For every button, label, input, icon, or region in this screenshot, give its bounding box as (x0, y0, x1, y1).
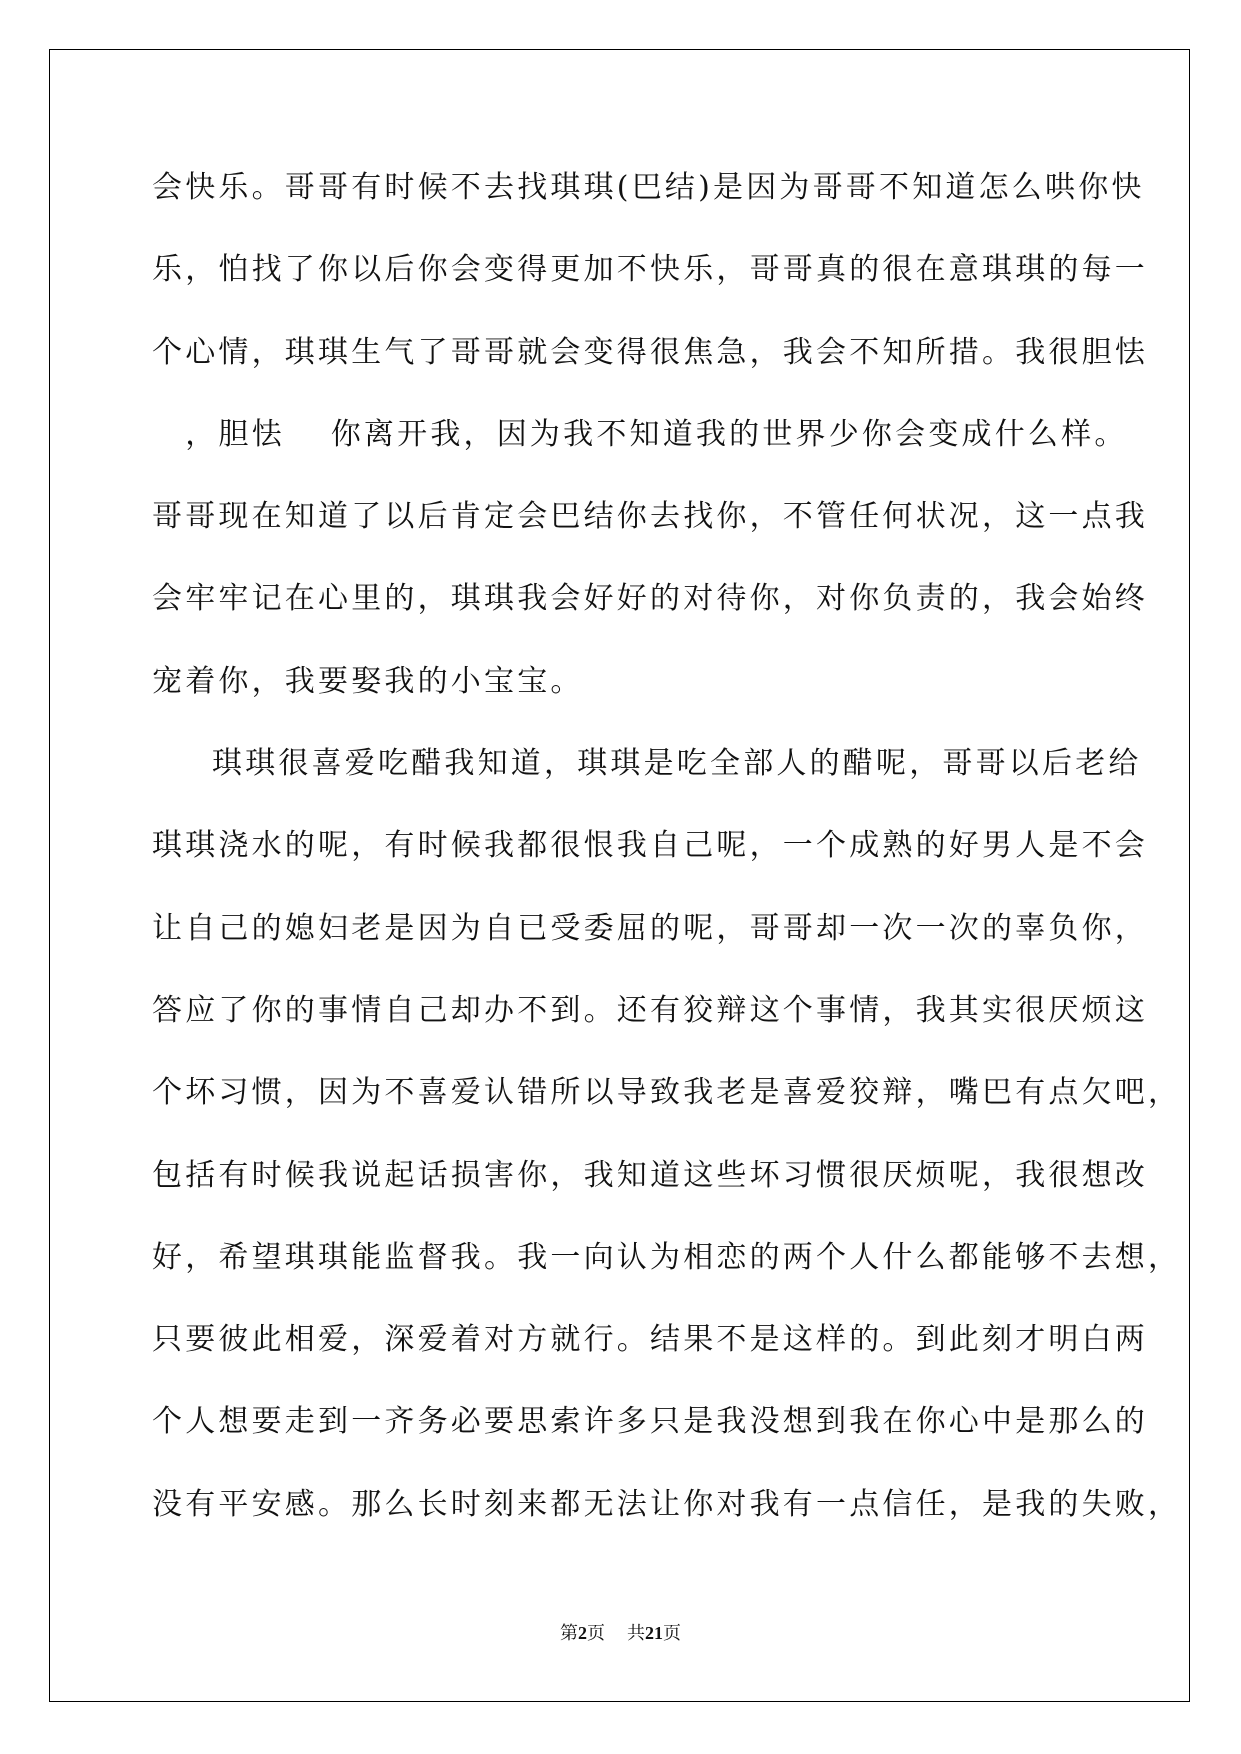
paragraph-start-line: 琪琪很喜爱吃醋我知道，琪琪是吃全部人的醋呢，哥哥以后老给 (212, 746, 1142, 782)
document-body (152, 162, 1182, 1561)
text-line: 琪琪浇水的呢，有时候我都很恨我自己呢，一个成熟的好男人是不会 (152, 828, 1148, 864)
text-line: 宠着你，我要娶我的小宝宝。 (152, 663, 584, 699)
text-line: 答应了你的事情自己却办不到。还有狡辩这个事情，我其实很厌烦这 (152, 992, 1148, 1028)
text-line: 乐，怕找了你以后你会变得更加不快乐，哥哥真的很在意琪琪的每一 (152, 252, 1148, 288)
text-line: 个心情，琪琪生气了哥哥就会变得很焦急，我会不知所措。我很胆怯 (152, 334, 1148, 370)
page-number: 2 (578, 1623, 587, 1643)
text-line: 好，希望琪琪能监督我。我一向认为相恋的两个人什么都能够不去想， (152, 1239, 1182, 1275)
text-line: 哥哥现在知道了以后肯定会巴结你去找你，不管任何状况，这一点我 (152, 499, 1148, 535)
text-line: 会快乐。哥哥有时候不去找琪琪(巴结)是因为哥哥不知道怎么哄你快 (152, 170, 1145, 205)
page-prefix: 第 (560, 1623, 578, 1643)
page-suffix: 页 (587, 1623, 605, 1643)
page-footer (0, 1619, 1241, 1645)
total-prefix: 共 (627, 1623, 645, 1643)
total-pages: 21 (645, 1623, 663, 1643)
text-line: ，胆怯 你离开我，因为我不知道我的世界少你会变成什么样。 (152, 416, 1128, 452)
text-line: 包括有时候我说起话损害你，我知道这些坏习惯很厌烦呢，我很想改 (152, 1157, 1148, 1193)
text-line: 只要彼此相爱，深爱着对方就行。结果不是这样的。到此刻才明白两 (152, 1322, 1148, 1358)
text-line: 没有平安感。那么长时刻来都无法让你对我有一点信任，是我的失败， (152, 1486, 1182, 1522)
total-suffix: 页 (663, 1623, 681, 1643)
text-line: 个人想要走到一齐务必要思索许多只是我没想到我在你心中是那么的 (152, 1404, 1148, 1440)
text-line: 会牢牢记在心里的，琪琪我会好好的对待你，对你负责的，我会始终 (152, 581, 1148, 617)
text-line: 个坏习惯，因为不喜爱认错所以导致我老是喜爱狡辩，嘴巴有点欠吧， (152, 1075, 1182, 1111)
text-line: 让自己的媳妇老是因为自已受委屈的呢，哥哥却一次一次的辜负你， (152, 910, 1148, 946)
